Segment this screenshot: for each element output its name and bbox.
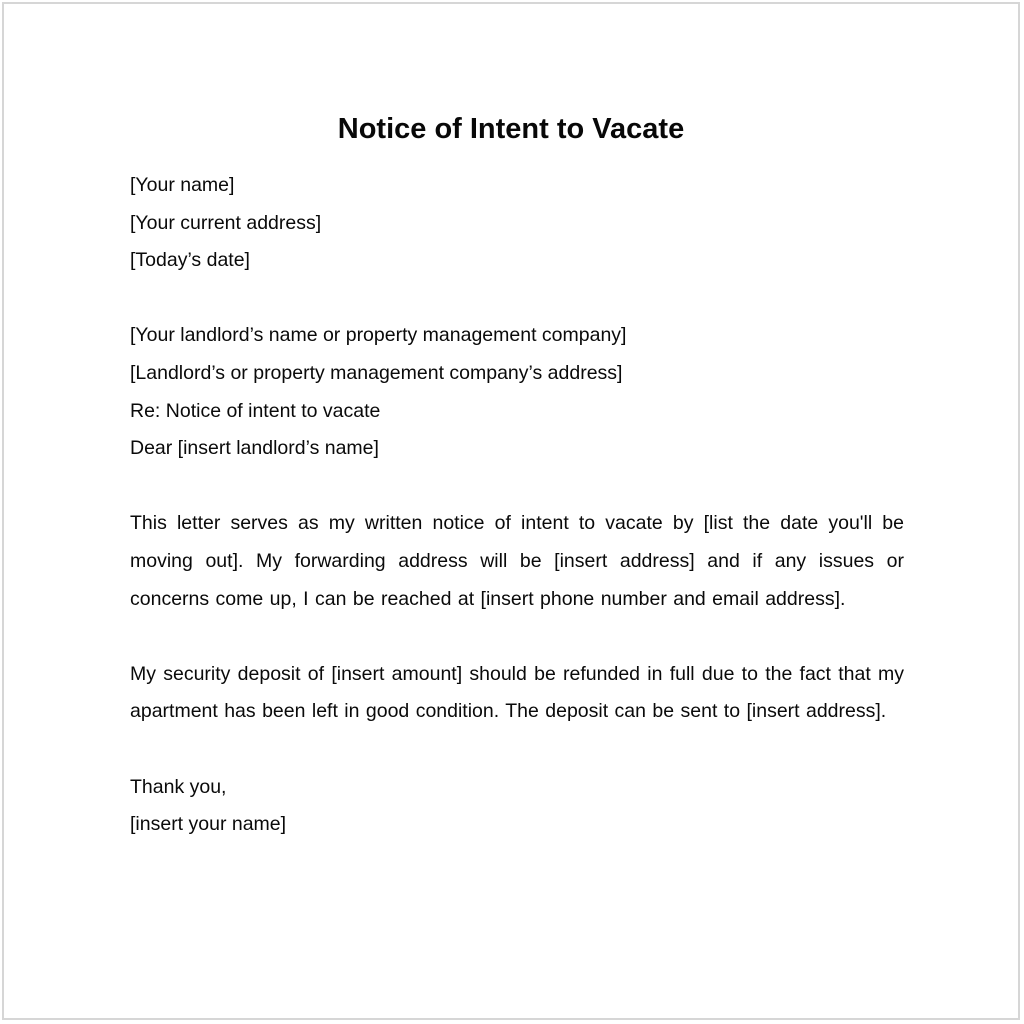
subject-line: Re: Notice of intent to vacate <box>130 399 381 422</box>
signature: [insert your name] <box>130 813 287 836</box>
sender-block <box>130 167 904 280</box>
salutation: Dear [insert landlord’s name] <box>130 437 379 460</box>
sender-address: [Your current address] <box>130 211 322 234</box>
body-paragraph-deposit: My security deposit of [insert amount] should be refunded in full due to the fact that my apartment has been left in good condition. The deposit can be sent to [insert address]. <box>130 662 904 723</box>
sender-name: [Your name] <box>130 174 235 196</box>
closing: Thank you, <box>130 775 227 798</box>
spacer <box>130 731 904 769</box>
spacer <box>130 618 904 656</box>
letter-date: [Today’s date] <box>130 249 250 272</box>
recipient-address: [Landlord’s or property management company’s address] <box>130 361 623 384</box>
letter-body <box>130 167 904 844</box>
recipient-block <box>130 317 904 467</box>
document-title: Notice of Intent to Vacate <box>337 113 685 145</box>
document-page <box>2 2 1020 1020</box>
recipient-name: [Your landlord’s name or property management company] <box>130 324 627 347</box>
body-paragraph-notice: This letter serves as my written notice of intent to vacate by [list the date you'll be moving out]. My forwarding address will be [insert address] and if any issues or concerns come up, I can be reached at [insert phone number and email address]. <box>130 512 904 610</box>
spacer <box>130 468 904 506</box>
spacer <box>130 280 904 318</box>
closing-block <box>130 769 904 844</box>
